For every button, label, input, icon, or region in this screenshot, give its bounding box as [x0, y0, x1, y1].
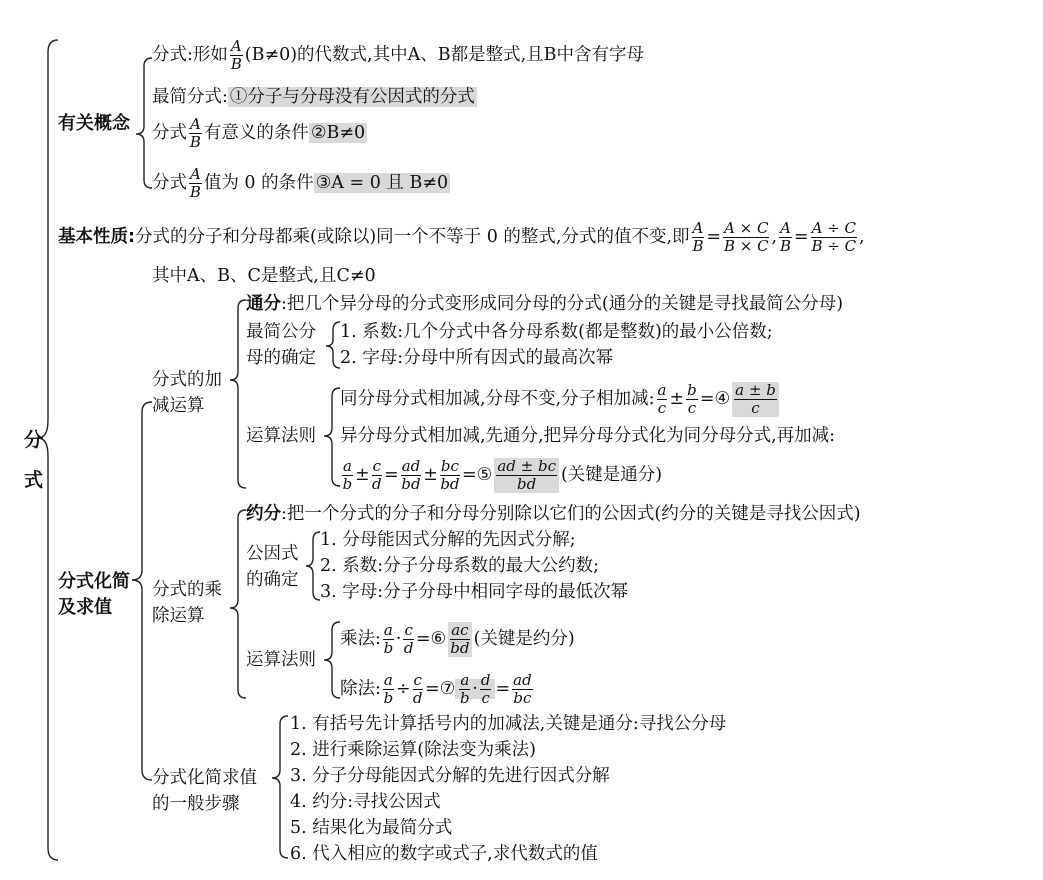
- lcd-item-1: 1. 系数:几个分式中各分母系数(都是整数)的最小公倍数;: [340, 322, 773, 342]
- yuefen-bold: 约分: [246, 504, 281, 524]
- diff-denominator-line: 异分母分式相加减,先通分,把异分母分式化为同分母分式,再加减:: [340, 426, 836, 446]
- meaningful-den: B: [189, 133, 201, 151]
- m-cd: [403, 622, 413, 657]
- zero-num: A: [190, 165, 201, 183]
- mul-label-2: 除运算: [152, 606, 205, 626]
- a7-b: b: [459, 689, 470, 707]
- basic-property-line2: 其中A、B、C是整式,且C≠0: [152, 266, 376, 286]
- mul-brace: [230, 510, 246, 698]
- bp-comma: ,: [771, 227, 778, 247]
- answer-5: [494, 458, 559, 493]
- zero-text: 值为 0 的条件: [203, 173, 314, 193]
- a7-ab: [459, 672, 470, 707]
- answer-7: [455, 671, 495, 707]
- bp-tail: ,: [859, 227, 865, 247]
- simplify-heading-1: 分式化简: [58, 571, 130, 592]
- step-item-4: 4. 约分:寻找公因式: [290, 792, 441, 812]
- df-bc: bc: [440, 457, 459, 475]
- definition-fraction: [230, 38, 243, 73]
- df-bcbd: [440, 458, 460, 493]
- gcf-label-1: 公因式: [246, 544, 299, 564]
- bp-eq-1: =: [706, 227, 722, 247]
- bp-frac-3: [779, 220, 792, 255]
- same-frac-a: [657, 382, 668, 417]
- diff-note: (关键是通分): [560, 465, 663, 485]
- answer-4-num: a ± b: [735, 381, 776, 399]
- gcf-item-1: 1. 分母能因式分解的先因式分解;: [320, 530, 576, 550]
- concepts-brace: [136, 58, 152, 188]
- add-rules-brace: [324, 388, 340, 486]
- df-bd1: bd: [401, 475, 421, 493]
- div-label: 除法:: [340, 679, 381, 699]
- basic-property-heading: 基本性质:: [58, 227, 135, 247]
- answer-6-num: ac: [451, 621, 469, 639]
- gcf-item-2: 2. 系数:分子分母系数的最大公约数;: [320, 556, 600, 576]
- steps-label-2: 的一般步骤: [152, 794, 240, 814]
- lcd-label-2: 母的确定: [246, 348, 316, 368]
- answer-6: [448, 622, 471, 657]
- basic-property-text: 分式的分子和分母都乘(或除以)同一个不等于 0 的整式,分式的值不变,即: [135, 227, 690, 247]
- a7-c: c: [481, 689, 490, 707]
- zero-den: B: [189, 183, 201, 201]
- step-item-5: 5. 结果化为最简分式: [290, 818, 453, 838]
- bp-f3-num: A: [780, 219, 791, 237]
- definition-line: [152, 38, 644, 73]
- answer-5-mark: ⑤: [476, 465, 493, 485]
- add-rules-label: 运算法则: [246, 426, 316, 446]
- bp-frac-2: [723, 220, 769, 255]
- meaningful-line: [152, 116, 367, 151]
- same-a: a: [657, 381, 667, 399]
- simplest-line: [152, 87, 477, 107]
- meaningful-text: 有意义的条件: [203, 123, 309, 143]
- add-label-1: 分式的加: [152, 370, 222, 390]
- gcf-item-3: 3. 字母:分子分母中相同字母的最低次幂: [320, 582, 629, 602]
- basic-property-line: [58, 220, 865, 255]
- mul-note: (关键是约分): [473, 629, 575, 649]
- meaningful-prefix: 分式: [152, 123, 187, 143]
- dv-div: ÷: [395, 679, 411, 699]
- m-c: c: [404, 621, 413, 639]
- a7-dc: [480, 672, 492, 707]
- tongfen-bold: 通分: [246, 294, 281, 314]
- simplest-prefix: 最简分式:: [152, 87, 228, 107]
- definition-suffix: (B≠0)的代数式,其中A、B都是整式,且B中含有字母: [244, 45, 645, 65]
- same-c2: c: [687, 399, 697, 417]
- answer-4-den: c: [751, 399, 760, 417]
- same-frac-b: [686, 382, 698, 417]
- bp-f2-num: A × C: [724, 219, 769, 237]
- answer-4: [732, 382, 779, 417]
- df-d: d: [372, 475, 382, 493]
- mul-rules-brace: [324, 622, 340, 698]
- zero-prefix: 分式: [152, 173, 187, 193]
- definition-den: B: [230, 55, 242, 73]
- zero-fraction: [189, 166, 202, 201]
- dv-b: b: [383, 689, 394, 707]
- dv-d: d: [412, 689, 423, 707]
- answer-5-den: bd: [517, 475, 537, 493]
- simplify-heading-2: 及求值: [58, 597, 112, 618]
- df-bd2: bd: [440, 475, 460, 493]
- m-eq: =: [415, 629, 431, 649]
- bp-frac-4: [811, 220, 857, 255]
- answer-4-mark: ④: [714, 389, 731, 409]
- multiply-line: [340, 622, 575, 657]
- answer-7-mark: ⑦: [439, 679, 456, 699]
- m-dot: ·: [395, 629, 402, 649]
- dv-cd: [413, 672, 423, 707]
- lcd-item-2: 2. 字母:分母中所有因式的最高次幂: [340, 348, 614, 368]
- m-d: d: [403, 639, 414, 657]
- steps-brace: [272, 716, 288, 858]
- m-a: a: [383, 621, 393, 639]
- df-adbd: [401, 458, 422, 493]
- definition-prefix: 分式:形如: [152, 45, 228, 65]
- answer-6-den: bd: [450, 639, 470, 657]
- steps-label-1: 分式化简求值: [152, 768, 257, 788]
- bp-f4-num: A ÷ C: [811, 219, 856, 237]
- yuefen-text: :把一个分式的分子和分母分别除以它们的公因式(约分的关键是寻找公因式): [281, 504, 861, 524]
- answer-6-mark: ⑥: [430, 629, 447, 649]
- add-label-2: 减运算: [152, 396, 205, 416]
- step-item-1: 1. 有括号先计算括号内的加减法,关键是通分:寻找公分母: [290, 714, 727, 734]
- mul-label: 乘法:: [340, 629, 381, 649]
- same-b: b: [687, 381, 697, 399]
- dv-eq1: =: [424, 679, 440, 699]
- m-b: b: [383, 639, 394, 657]
- dv-result: [512, 672, 533, 707]
- df-c: c: [372, 457, 382, 475]
- same-c1: c: [657, 399, 667, 417]
- same-denominator-line: [340, 382, 781, 417]
- dv-a: a: [383, 671, 393, 689]
- dv-eq2: =: [495, 679, 511, 699]
- df-eq1: =: [384, 465, 399, 485]
- answer-2: ②B≠0: [310, 123, 366, 143]
- same-eq: =: [699, 389, 715, 409]
- df-eq2: =: [461, 465, 477, 485]
- simplify-brace: [132, 402, 152, 780]
- dv-c: c: [413, 671, 422, 689]
- same-text: 同分母分式相加减,分母不变,分子相加减:: [340, 389, 655, 409]
- m-ab: [383, 622, 394, 657]
- meaningful-num: A: [190, 115, 201, 133]
- tongfen-line: [246, 294, 843, 314]
- tongfen-text: :把几个异分母的分式变形成同分母的分式(通分的关键是寻找最简公分母): [281, 294, 844, 314]
- step-item-6: 6. 代入相应的数字或式子,求代数式的值: [290, 844, 598, 864]
- a7-d: d: [480, 671, 491, 689]
- bp-f1-num: A: [692, 219, 704, 237]
- df-b: b: [342, 475, 353, 493]
- answer-3: ③A = 0 且 B≠0: [315, 173, 449, 193]
- yuefen-line: [246, 504, 861, 524]
- mul-rules-label: 运算法则: [246, 650, 316, 670]
- df-ad: ad: [401, 457, 421, 475]
- divide-line: [340, 672, 535, 707]
- bp-eq-2: =: [793, 227, 809, 247]
- root-title: 分式: [24, 429, 44, 491]
- lcd-label-1: 最简公分: [246, 322, 316, 342]
- df-pm2: ±: [423, 465, 438, 485]
- a7-a: a: [460, 671, 470, 689]
- df-pm1: ±: [354, 465, 370, 485]
- bp-f3-den: B: [779, 237, 791, 255]
- bp-frac-1: [692, 220, 705, 255]
- answer-1: ①分子与分母没有公因式的分式: [229, 87, 475, 107]
- definition-num: A: [230, 37, 242, 55]
- bp-f2-den: B × C: [723, 237, 769, 255]
- concepts-heading: 有关概念: [58, 113, 130, 134]
- meaningful-fraction: [189, 116, 202, 151]
- dv-res-num: ad: [513, 671, 532, 689]
- df-a: a: [343, 457, 352, 475]
- a7-dot: ·: [472, 679, 478, 699]
- zero-value-line: [152, 166, 450, 201]
- gcf-label-2: 的确定: [246, 570, 299, 590]
- gcf-brace: [306, 532, 320, 600]
- df-ab: [342, 458, 353, 493]
- bp-f1-den: B: [692, 237, 704, 255]
- mul-label-1: 分式的乘: [152, 580, 222, 600]
- bp-f4-den: B ÷ C: [811, 237, 857, 255]
- step-item-3: 3. 分子分母能因式分解的先进行因式分解: [290, 766, 610, 786]
- diff-formula-line: [340, 458, 662, 493]
- add-brace: [230, 300, 246, 488]
- dv-ab: [383, 672, 394, 707]
- dv-res-den: bc: [513, 689, 532, 707]
- df-cd: [372, 458, 382, 493]
- lcd-brace: [326, 322, 340, 368]
- same-pm: ±: [669, 389, 685, 409]
- answer-5-num: ad ± bc: [497, 457, 556, 475]
- step-item-2: 2. 进行乘除运算(除法变为乘法): [290, 740, 536, 760]
